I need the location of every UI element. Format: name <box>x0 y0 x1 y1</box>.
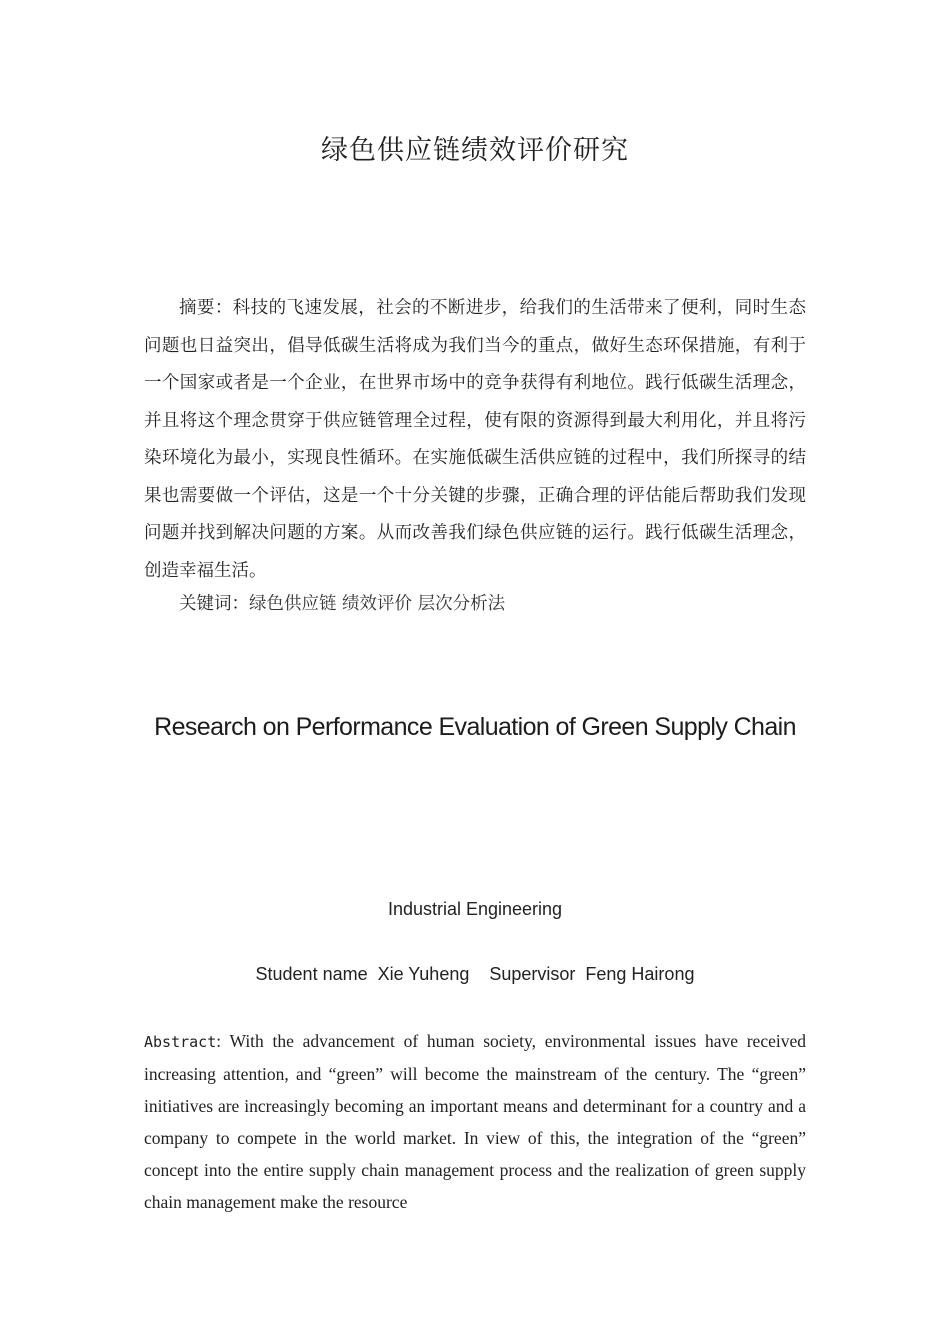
abstract-text: : With the advancement of human society, environmental issues have received increasing attention, and “green” will become the mainstream of the century. The “green” initiatives are increasingly becoming an important means and determinant for a country and a company to compete in the world market. In view of this, the integration of the “green” concept into the entire supply chain management process and the realization of green supply chain management make the resource <box>144 1031 806 1212</box>
chinese-keywords <box>144 588 806 620</box>
abstract-label: Abstract <box>144 1033 217 1051</box>
english-abstract <box>144 1025 806 1218</box>
keywords-label: 关键词： <box>179 594 249 614</box>
chinese-abstract: 摘要：科技的飞速发展，社会的不断进步，给我们的生活带来了便利，同时生态问题也日益突出，倡导低碳生活将成为我们当今的重点，做好生态环保措施，有利于一个国家或者是一个企业，在世界市场中的竞争获得有利地位。践行低碳生活理念，并且将这个理念贯穿于供应链管理全过程，使有限的资源得到最大利用化，并且将污染环境化为最小，实现良性循环。在实施低碳生活供应链的过程中，我们所探寻的结果也需要做一个评估，这是一个十分关键的步骤，正确合理的评估能后帮助我们发现问题并找到解决问题的方案。从而改善我们绿色供应链的运行。践行低碳生活理念，创造幸福生活。 <box>144 298 806 581</box>
student-supervisor-line: Student name Xie Yuheng Supervisor Feng Hairong <box>255 964 695 984</box>
chinese-title: 绿色供应链绩效评价研究 <box>321 135 629 166</box>
english-title: Research on Performance Evaluation of Green Supply Chain <box>154 713 796 741</box>
keywords-values: 绿色供应链 绩效评价 层次分析法 <box>249 594 506 614</box>
major: Industrial Engineering <box>387 899 563 919</box>
